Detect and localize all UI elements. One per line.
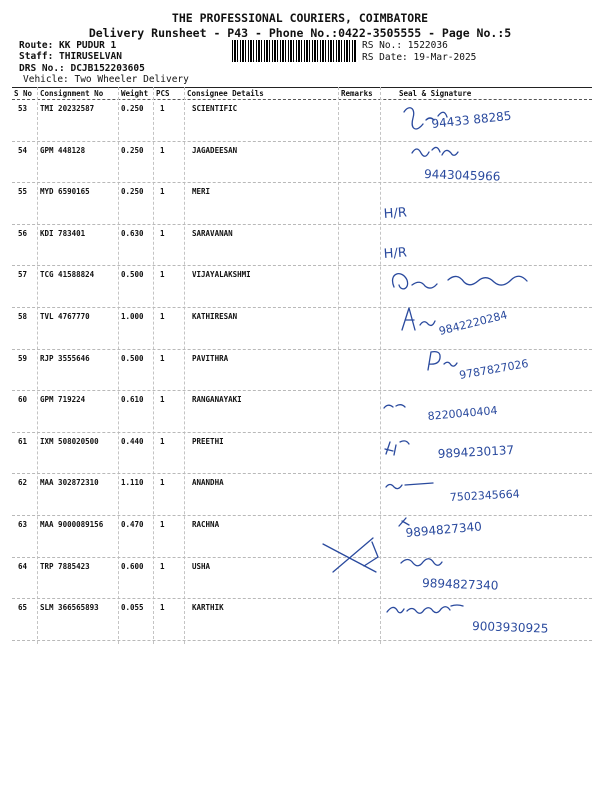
row-pcs: 1 bbox=[160, 104, 165, 113]
row-consignee: SARAVANAN bbox=[192, 228, 233, 238]
row-pcs: 1 bbox=[160, 228, 165, 238]
handwritten-phone-53: 94433 88285 bbox=[430, 108, 513, 131]
table-row bbox=[0, 391, 600, 433]
table-row bbox=[0, 350, 600, 392]
row-consignee: RANGANAYAKI bbox=[192, 395, 242, 405]
row-pcs: 1 bbox=[160, 436, 165, 446]
handwritten-phone-64: 9894827340 bbox=[421, 576, 499, 593]
handwritten-phone-61: 9894230137 bbox=[437, 443, 515, 461]
table-row bbox=[0, 516, 600, 558]
company-name: THE PROFESSIONAL COURIERS, COIMBATORE bbox=[171, 11, 429, 25]
handwritten-phone-60: 8220040404 bbox=[427, 403, 498, 423]
row-consignment-no: RJP 3555646 bbox=[40, 353, 90, 363]
row-consignee: PAVITHRA bbox=[192, 353, 229, 363]
row-pcs: 1 bbox=[160, 561, 165, 571]
handwritten-phone-54: 9443045966 bbox=[423, 167, 501, 184]
row-pcs: 1 bbox=[160, 145, 165, 155]
header-top-rule bbox=[12, 87, 592, 88]
table-row bbox=[0, 100, 600, 142]
row-sno: 65 bbox=[18, 603, 28, 613]
row-sno: 59 bbox=[18, 353, 28, 363]
table-row bbox=[0, 433, 600, 475]
row-consignment-no: KDI 783401 bbox=[40, 228, 86, 238]
row-sno: 54 bbox=[18, 145, 28, 155]
row-consignee: KATHIRESAN bbox=[192, 312, 238, 321]
row-sno: 62 bbox=[18, 478, 28, 488]
row-weight: 1.000 bbox=[121, 312, 144, 321]
row-weight: 0.250 bbox=[121, 145, 144, 155]
row-sno: 57 bbox=[18, 270, 28, 280]
row-weight: 0.055 bbox=[121, 603, 144, 613]
row-sno: 53 bbox=[18, 104, 28, 113]
handwritten-phone-58: 9842220284 bbox=[437, 308, 509, 338]
col-header-consignee: Consignee Details bbox=[187, 89, 264, 98]
row-sno: 58 bbox=[18, 312, 28, 321]
row-weight: 0.500 bbox=[121, 353, 144, 363]
row-weight: 0.600 bbox=[121, 561, 144, 571]
handwritten-phone-65: 9003930925 bbox=[471, 619, 549, 636]
row-sno: 55 bbox=[18, 187, 28, 197]
staff-label: Staff: THIRUSELVAN bbox=[19, 51, 122, 62]
row-consignee: JAGADEESAN bbox=[192, 145, 238, 155]
row-weight: 0.440 bbox=[121, 436, 144, 446]
table-row bbox=[0, 266, 600, 308]
row-consignment-no: MAA 302872310 bbox=[40, 478, 99, 488]
row-consignee: ANANDHA bbox=[192, 478, 224, 488]
row-pcs: 1 bbox=[160, 395, 165, 405]
row-weight: 0.250 bbox=[121, 187, 144, 197]
row-consignee: USHA bbox=[192, 561, 211, 571]
row-sno: 61 bbox=[18, 436, 28, 446]
rs-number: RS No.: 1522036 bbox=[362, 40, 448, 51]
col-header-consignment: Consignment No bbox=[40, 89, 104, 98]
vehicle-label: Vehicle: Two Wheeler Delivery bbox=[23, 74, 189, 85]
row-consignment-no: SLM 366565893 bbox=[40, 603, 99, 613]
row-consignment-no: GPM 719224 bbox=[40, 395, 86, 405]
row-weight: 0.500 bbox=[121, 270, 144, 280]
row-consignee: SCIENTIFIC bbox=[192, 104, 238, 113]
row-weight: 1.110 bbox=[121, 478, 144, 488]
row-consignment-no: TMI 20232587 bbox=[40, 104, 95, 113]
row-divider bbox=[12, 640, 592, 641]
row-pcs: 1 bbox=[160, 187, 165, 197]
row-consignee: PREETHI bbox=[192, 436, 224, 446]
handwritten-phone-62: 7502345664 bbox=[449, 487, 521, 504]
row-consignee: VIJAYALAKSHMI bbox=[192, 270, 251, 280]
row-consignment-no: TRP 7885423 bbox=[40, 561, 90, 571]
col-header-weight: Weight bbox=[121, 89, 149, 98]
row-consignee: KARTHIK bbox=[192, 603, 224, 613]
row-consignment-no: TCG 41588824 bbox=[40, 270, 95, 280]
row-sno: 60 bbox=[18, 395, 28, 405]
col-header-pcs: PCS bbox=[156, 89, 170, 98]
table-row bbox=[0, 183, 600, 225]
drs-number: DRS No.: DCJB152203605 bbox=[19, 63, 145, 74]
barcode bbox=[232, 40, 356, 62]
handwritten-phone-63: 9894827340 bbox=[405, 519, 483, 540]
col-header-seal: Seal & Signature bbox=[399, 89, 472, 98]
table-row bbox=[0, 474, 600, 516]
row-consignment-no: GPM 448128 bbox=[40, 145, 86, 155]
rs-date: RS Date: 19-Mar-2025 bbox=[362, 52, 477, 63]
col-header-remarks: Remarks bbox=[341, 89, 373, 98]
handwritten-hr-56: H/R bbox=[383, 245, 408, 262]
row-consignee: MERI bbox=[192, 187, 211, 197]
row-consignment-no: MYD 6590165 bbox=[40, 187, 90, 197]
row-consignment-no: MAA 9000089156 bbox=[40, 520, 104, 529]
row-weight: 0.470 bbox=[121, 520, 144, 529]
table-row bbox=[0, 599, 600, 641]
row-pcs: 1 bbox=[160, 270, 165, 280]
row-pcs: 1 bbox=[160, 520, 165, 529]
row-pcs: 1 bbox=[160, 312, 165, 321]
runsheet-title: Delivery Runsheet - P43 - Phone No.:0422-3505555 - Page No.:5 bbox=[88, 26, 512, 40]
table-row bbox=[0, 142, 600, 184]
handwritten-phone-59: 9787827026 bbox=[458, 356, 530, 382]
row-pcs: 1 bbox=[160, 353, 165, 363]
row-weight: 0.610 bbox=[121, 395, 144, 405]
row-weight: 0.630 bbox=[121, 228, 144, 238]
row-pcs: 1 bbox=[160, 603, 165, 613]
row-sno: 63 bbox=[18, 520, 28, 529]
row-consignment-no: IXM 508020500 bbox=[40, 436, 99, 446]
route-label: Route: KK PUDUR 1 bbox=[19, 40, 117, 51]
table-row bbox=[0, 558, 600, 600]
row-sno: 56 bbox=[18, 228, 28, 238]
col-header-sno: S No bbox=[14, 89, 33, 98]
row-consignment-no: TVL 4767770 bbox=[40, 312, 90, 321]
row-consignee: RACHNA bbox=[192, 520, 220, 529]
handwritten-hr-55: H/R bbox=[383, 205, 408, 222]
row-weight: 0.250 bbox=[121, 104, 144, 113]
row-sno: 64 bbox=[18, 561, 28, 571]
table-row bbox=[0, 225, 600, 267]
row-pcs: 1 bbox=[160, 478, 165, 488]
table-row bbox=[0, 308, 600, 350]
